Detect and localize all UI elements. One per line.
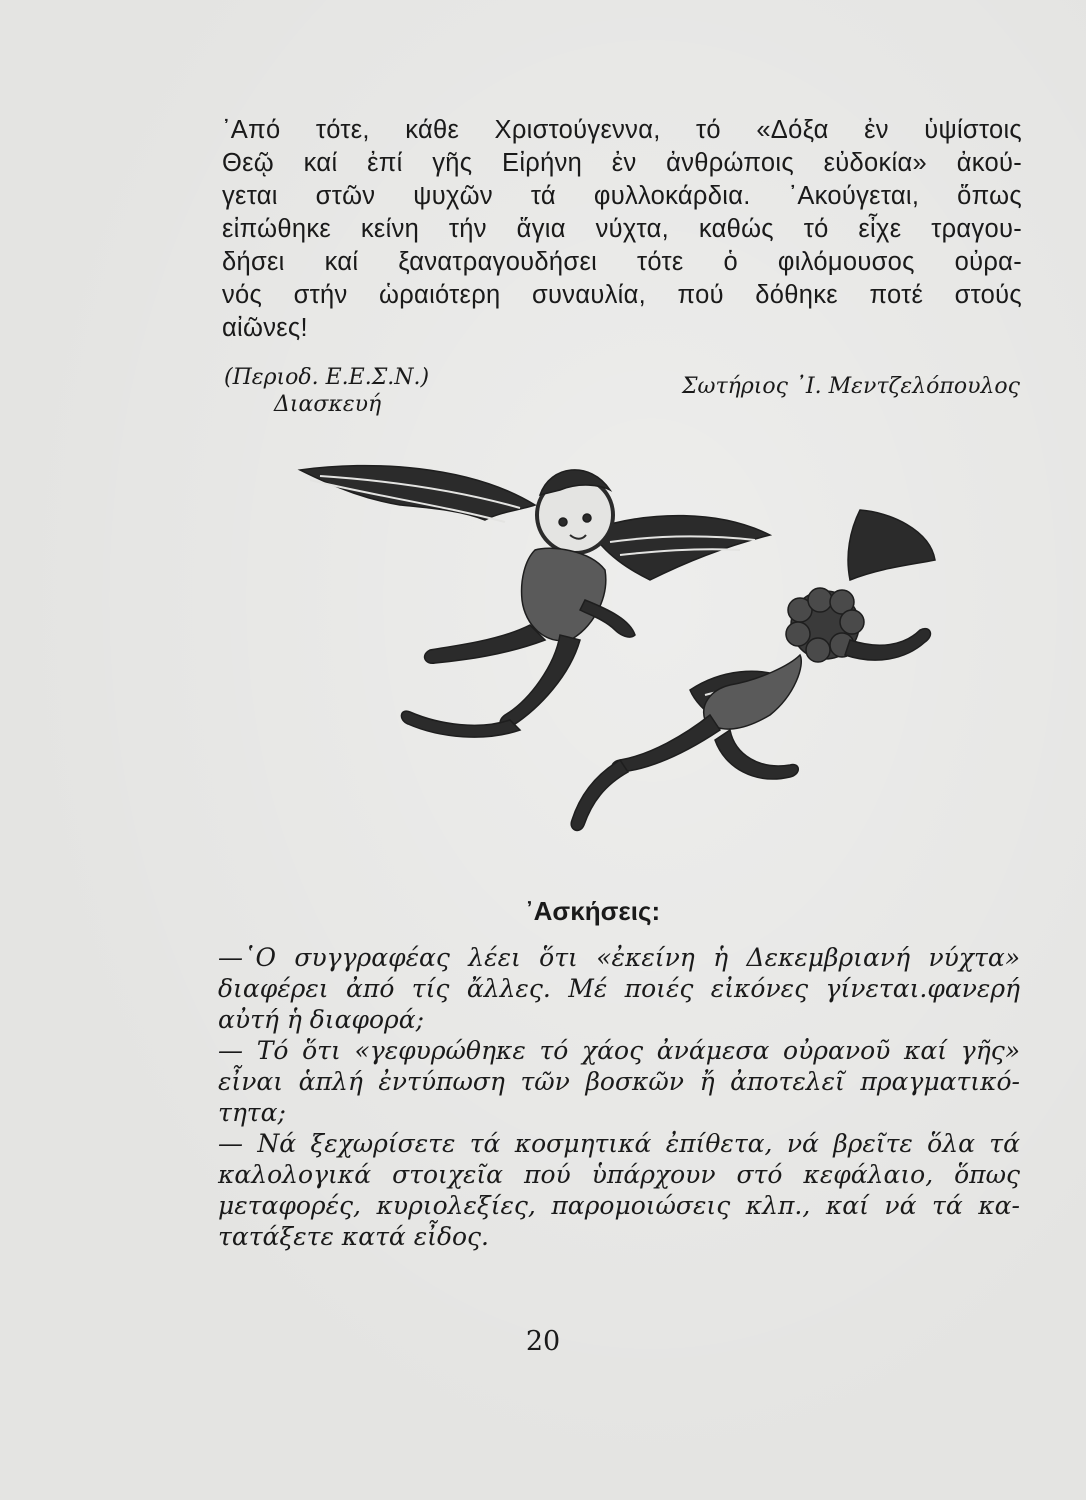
adaptation-note: Διασκευή (274, 392, 382, 417)
paragraph-line: γεται στῶν ψυχῶν τά φυλλοκάρδια. ᾿Ακούγεται, ὅπως (222, 182, 1022, 210)
cherub-wing-left (300, 466, 535, 520)
exercise-line: μεταφορές, κυριολεξίες, παρομοιώσεις κλπ., καί νά τά κα- (218, 1191, 1020, 1220)
exercise-line: διαφέρει ἀπό τίς ἄλλες. Μέ ποιές εἰκόνες γίνεται.φανερή (218, 974, 1020, 1003)
citation-text: (Περιοδ. Ε.Ε.Σ.Ν.) (224, 365, 430, 390)
cherub-wing-left (848, 510, 935, 580)
source-citation (224, 364, 429, 418)
exercises-heading: ᾿Ασκήσεις: (525, 896, 661, 926)
cherub-wing-right (590, 516, 770, 580)
paragraph-line: νός στήν ὡραιότερη συναυλία, πού δόθηκε ποτέ στούς (222, 281, 1022, 309)
paragraph-line: ᾿Από τότε, κάθε Χριστούγεννα, τό «Δόξα ἐν ὑψίστοις (222, 116, 1022, 144)
paragraph-line: Θεῷ καί ἐπί γῆς Εἰρήνη ἐν ἀνθρώποις εὐδοκία» ἀκού- (222, 149, 1022, 177)
exercise-line: αὐτή ἡ διαφορά; (218, 1005, 425, 1034)
paragraph-line: αἰῶνες! (222, 314, 308, 342)
exercise-line: τητα; (218, 1098, 286, 1127)
paragraph-line: δήσει καί ξανατραγουδήσει τότε ὁ φιλόμουσος οὐρα- (222, 248, 1022, 276)
exercise-line: εἶναι ἁπλή ἐντύπωση τῶν βοσκῶν ἤ ἀποτελεῖ πραγματικό- (218, 1067, 1020, 1096)
exercise-line: —῾Ο συγγραφέας λέει ὅτι «ἐκείνη ἡ Δεκεμβριανή νύχτα» (218, 943, 1020, 972)
flying-cherubs-illustration (290, 450, 940, 850)
cherub-body (522, 548, 606, 641)
exercise-line: — Τό ὅτι «γεφυρώθηκε τό χάος ἀνάμεσα οὐρανοῦ καί γῆς» (218, 1036, 1020, 1065)
exercise-line: καλολογικά στοιχεῖα πού ὑπάρχουν στό κεφάλαιο, ὅπως (218, 1160, 1020, 1189)
exercise-line: τατάξετε κατά εἶδος. (218, 1222, 490, 1251)
paragraph-line: εἰπώθηκε κείνη τήν ἅγια νύχτα, καθώς τό εἶχε τραγου- (222, 215, 1022, 243)
exercises-list (218, 942, 1020, 1252)
page-number: 20 (525, 1326, 561, 1357)
exercise-line: — Νά ξεχωρίσετε τά κοσμητικά ἐπίθετα, νά βρεῖτε ὅλα τά (218, 1129, 1020, 1158)
main-paragraph (222, 114, 1022, 345)
cherub-body (704, 655, 802, 729)
author-name: Σωτήριος ᾿Ι. Μεντζελόπουλος (681, 374, 1020, 399)
